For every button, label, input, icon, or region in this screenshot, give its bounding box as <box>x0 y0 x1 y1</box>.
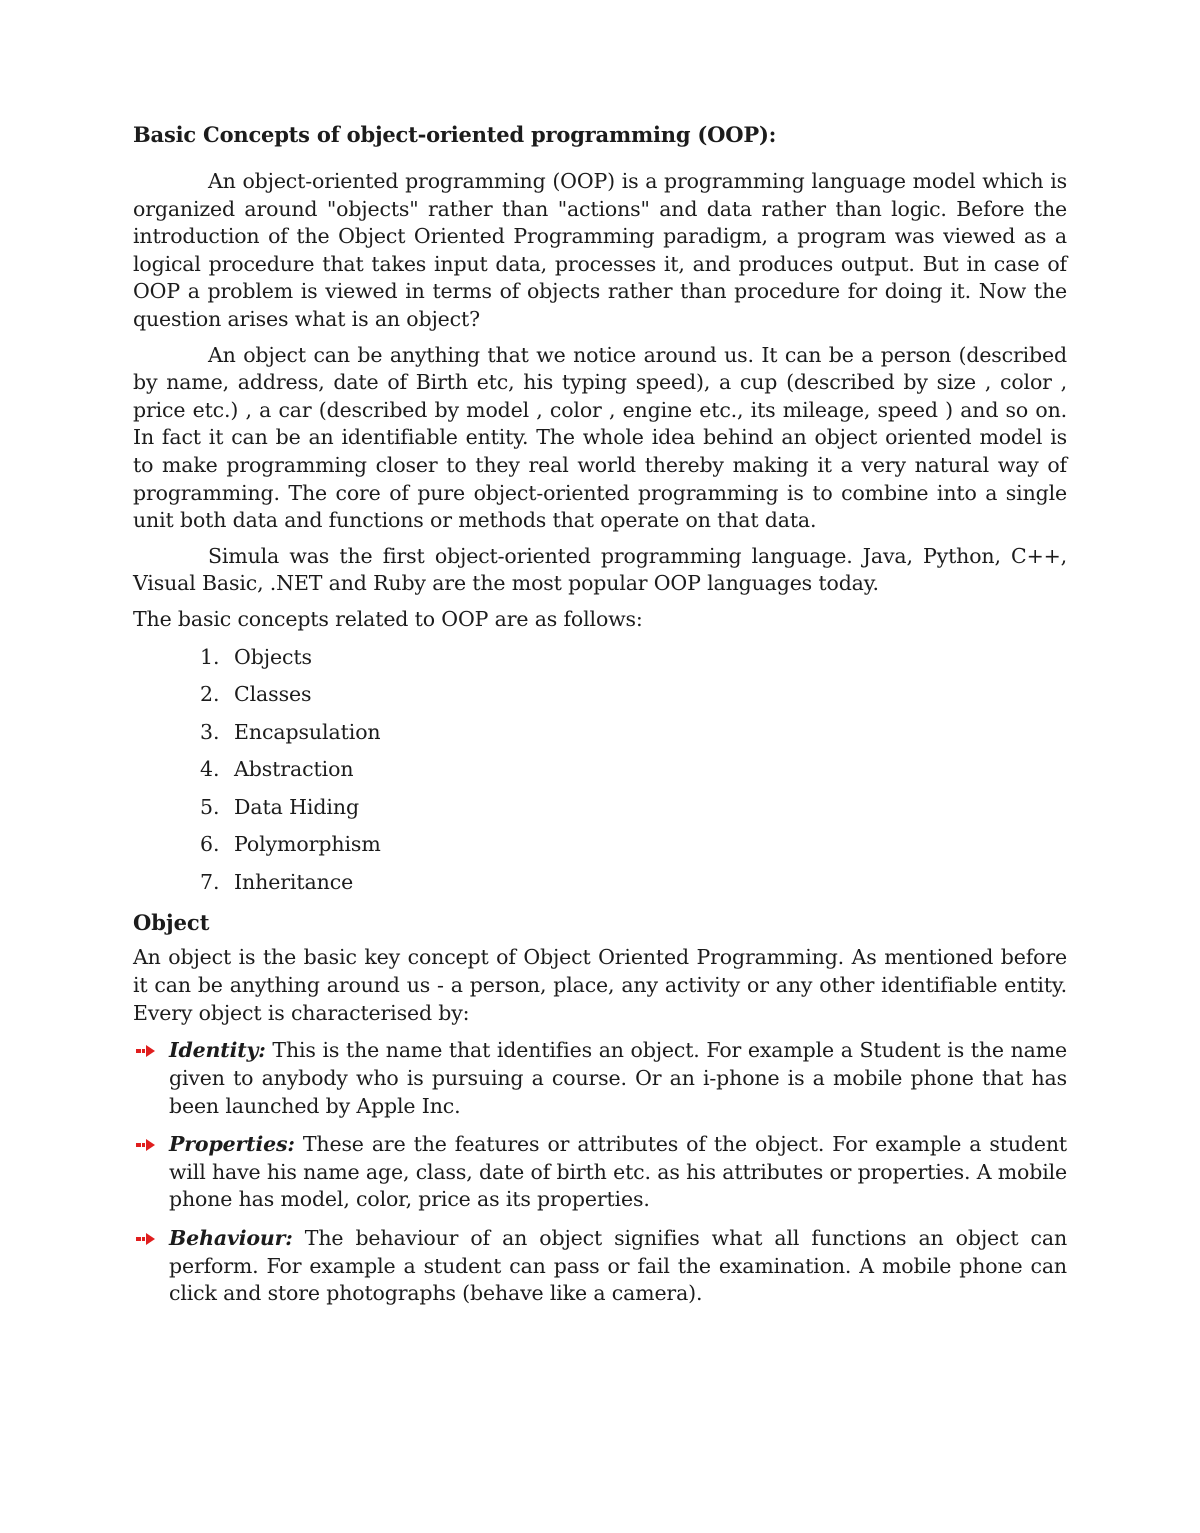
list-item <box>200 869 1067 896</box>
list-number: 7. <box>200 870 220 895</box>
list-item-label: Abstraction <box>234 757 354 782</box>
list-number: 6. <box>200 832 220 857</box>
languages-paragraph: Simula was the first object-oriented programming language. Java, Python, C++, Visual Basic, .NET and Ruby are the most popular OOP languages today. <box>133 543 1067 596</box>
list-item <box>200 794 1067 821</box>
trait-text: This is the name that identifies an object. For example a Student is the name given to anybody who is pursuing a course. Or an i-phone is a mobile phone that has been launched by Apple Inc. <box>169 1038 1067 1118</box>
list-item <box>200 756 1067 783</box>
list-item-label: Objects <box>234 644 312 669</box>
trait-text: These are the features or attributes of the object. For example a student will have his name age, class, date of birth etc. as his attributes or properties. A mobile phone has model, color, price as its properties. <box>169 1132 1067 1212</box>
arrow-right-icon <box>135 1138 157 1152</box>
trait-term: Properties: <box>169 1132 295 1157</box>
list-number: 3. <box>200 719 220 744</box>
intro-paragraph: An object-oriented programming (OOP) is a programming language model which is organized around "objects" rather than "actions" and data rather than logic. Before the introduction of the Object Oriented Programming paradigm, a program was viewed as a logical procedure that takes input data, processes it, and produces output. But in case of OOP a problem is viewed in terms of objects rather than procedure for doing it. Now the question arises what is an object? <box>133 169 1067 331</box>
trait-text: The behaviour of an object signifies what all functions an object can perform. For example a student can pass or fail the examination. A mobile phone can click and store photographs (behave like a camera). <box>169 1226 1067 1306</box>
trait-term: Behaviour: <box>169 1226 293 1251</box>
list-number: 2. <box>200 682 220 707</box>
trait-item-properties <box>133 1131 1067 1214</box>
object-intro-paragraph: An object is the basic key concept of Object Oriented Programming. As mentioned before it can be anything around us - a person, place, any activity or any other identifiable entity. Every object is characterised by: <box>133 945 1067 1025</box>
list-item <box>200 719 1067 746</box>
document-title: Basic Concepts of object-oriented programming (OOP): <box>133 122 777 147</box>
list-item <box>200 681 1067 708</box>
trait-item-identity <box>133 1037 1067 1120</box>
list-number: 5. <box>200 794 220 819</box>
arrow-right-icon <box>135 1044 157 1058</box>
list-item-label: Polymorphism <box>234 832 381 857</box>
arrow-right-icon <box>135 1232 157 1246</box>
object-description-paragraph: An object can be anything that we notice around us. It can be a person (described by name, address, date of Birth etc, his typing speed), a cup (described by size , color , price etc.) , a car (described by model , color , engine etc., its mileage, speed ) and so on. In fact it can be an identifiable entity. The whole idea behind an object oriented model is to make programming closer to they real world thereby making it a very natural way of programming. The core of pure object-oriented programming is to combine into a single unit both data and functions or methods that operate on that data. <box>133 342 1067 533</box>
list-number: 4. <box>200 757 220 782</box>
list-number: 1. <box>200 644 220 669</box>
concepts-list <box>133 644 1067 897</box>
document-page <box>133 120 1067 1319</box>
trait-term: Identity: <box>169 1038 266 1063</box>
list-item <box>200 644 1067 671</box>
list-item-label: Data Hiding <box>234 794 359 819</box>
list-item <box>200 831 1067 858</box>
concepts-intro: The basic concepts related to OOP are as follows: <box>133 606 643 631</box>
object-heading: Object <box>133 910 210 936</box>
list-item-label: Classes <box>234 682 312 707</box>
list-item-label: Inheritance <box>234 870 354 895</box>
list-item-label: Encapsulation <box>234 719 381 744</box>
traits-list <box>133 1037 1067 1307</box>
trait-item-behaviour <box>133 1225 1067 1308</box>
